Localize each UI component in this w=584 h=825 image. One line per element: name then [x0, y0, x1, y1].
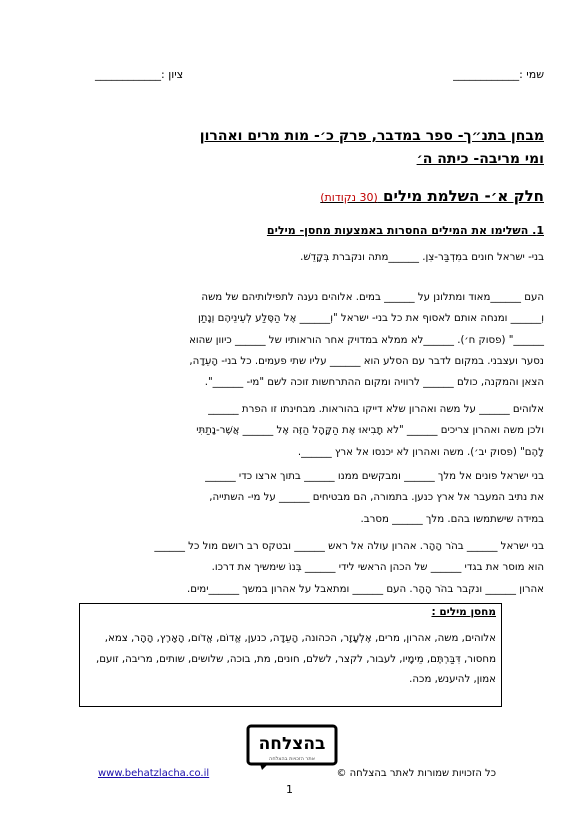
paragraph-line: אהרון ______ ונקבר בהֹר הָהָר. העם ______ ומתאבל על אהרון במשך ______ימים.: [187, 583, 544, 595]
section-points: (30 נקודות): [320, 191, 378, 204]
paragraph-line: את נתיב המעבר אל ארץ כנען. בתמורה, הם מבטיחים ______ על מי- השתייה,: [209, 492, 544, 504]
section-title-text: חלק א׳- השלמת מילים: [383, 187, 544, 205]
paragraph-line: וְ______ ומנחה אותם לאסוף את כל בני- ישראל "וְ______ אֶל הַסֶּלַע לְעֵינֵיהֶם וְנָתַן: [198, 313, 544, 325]
paragraph-line: נסער ועצבני. במקום לדבר עם הסלע הוא ______ עליו שתי פעמים. כל בני- הָעֵדָה,: [189, 355, 544, 367]
page-number: 1: [286, 783, 293, 796]
paragraph-3: [39, 399, 544, 463]
paragraph-line: הצאן והמקנה, כולם ______ לרוויה ומקום ההתרחשות זוכה לשם "מי- ______".: [204, 377, 544, 389]
student-name-field[interactable]: שמי :____________: [453, 68, 544, 81]
paragraph-5: [39, 536, 544, 600]
paragraph-2: [39, 287, 544, 393]
section-title: [320, 187, 544, 205]
paragraph-line: בני- ישראל חונים במִדְבַּר-צִן. ______מתה ונקברת בְּקָדֵשׁ.: [300, 252, 544, 263]
paragraph-line: אלוהים ______ על משה ואהרון שלא דייקו בהוראות. מבחינתו זו הפרת ______: [208, 404, 544, 415]
website-link[interactable]: www.behatzlacha.co.il: [98, 768, 210, 779]
behatzlacha-logo: [238, 724, 346, 770]
paragraph-line: בני ישראל ______ בהֹר הָהָר. אהרון עולה אל ראש ______ ובטקס רב רושם מול כל ______: [154, 541, 544, 552]
word-bank-words: אלוהים, משה, אהרון, מרים, אֶלְעָזָר, הכהונה, הָעֵדָה, כנען, אֱדוֹם, אֱדֹום, הָאָרֶץ, הָהָר, צמא, מחסור, דִּבַּרְתֶּם, מֵימָיו, לעבור, לקצר, לשלם, חונים, מת, בוכה, שלושים, שותים, מריבה, זועם, אמון, להיענש, מכה.: [95, 633, 496, 685]
logo-graphic: [238, 724, 346, 770]
exam-title: מבחן בתנ״ך- ספר במדבר, פרק כ׳- מות מרים ואהרון: [199, 128, 544, 144]
paragraph-line: בני ישראל פונים אל מלך ______ ומבקשים ממנו ______ בתוך ארצו כדי ______: [205, 471, 544, 482]
paragraph-line: במידה שישתמשו בהם. מלך ______ מסרב.: [360, 513, 544, 525]
exam-subtitle: ומי מריבה- כיתה ה׳: [416, 151, 544, 167]
paragraph-line: ______" (פסוק ח׳). ______לא ממלא במדויק אחר הוראותיו של ______ כיוון שהוא: [189, 334, 544, 346]
paragraph-1: [39, 247, 544, 268]
logo-text: בהצלחה: [258, 734, 326, 754]
question-label: 1. השלימו את המילים החסרות באמצעות מחסן- מילים: [266, 224, 544, 237]
paragraph-line: העם ______מאוד ומתלונן על ______ במים. אלוהים נענה לתפילותיהם של משה: [201, 292, 544, 303]
paragraph-line: ולכן משה ואהרון צריכים ______ "לא תָבִיאוּ אֶת הַקָּהָל הַזֶּה אֶל ______ אֲשֶׁר-נָתַתִּי: [196, 425, 544, 437]
grade-field[interactable]: ציון :____________: [95, 68, 184, 81]
paragraph-line: הוא מוסר את בגדי ______ של הכהן הראשי לידי ______ בְּנוֹ שימשיך את דרכו.: [211, 562, 544, 574]
paragraph-4: [39, 466, 544, 530]
logo-tagline: אתר הזכויות בהצלחה: [269, 756, 315, 762]
word-bank-title: מחסן מילים :: [431, 606, 496, 618]
copyright-notice: כל הזכויות שמורות לאתר בהצלחה ©: [336, 768, 496, 779]
paragraph-line: לָהֶם" (פסוק יב׳). משה ואהרון לא יכנסו אל ארץ ______.: [297, 446, 544, 458]
